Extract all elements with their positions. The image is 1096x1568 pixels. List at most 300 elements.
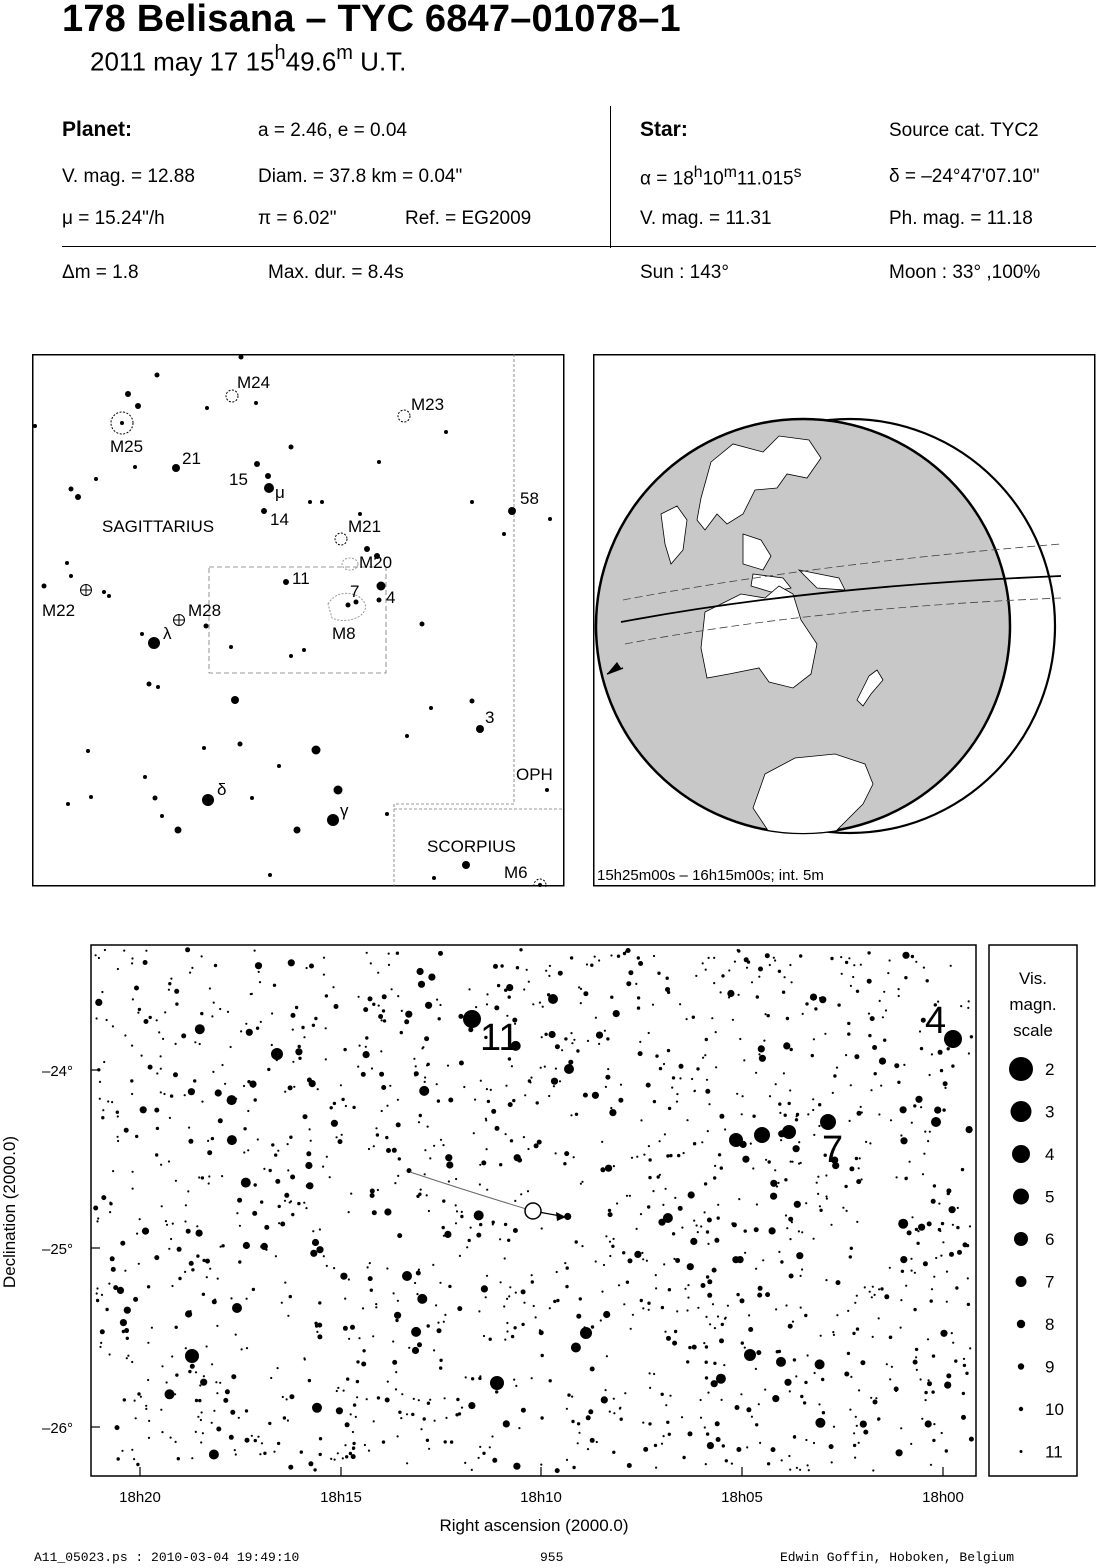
field-star [775, 1308, 777, 1310]
globular-m22-icon [81, 585, 92, 596]
field-star [326, 1265, 328, 1267]
field-star [911, 1122, 913, 1124]
field-star [381, 1085, 386, 1090]
field-star [620, 1418, 623, 1421]
field-star [396, 1122, 401, 1127]
field-star [482, 1452, 485, 1455]
field-star [442, 1226, 445, 1229]
field-star [250, 993, 252, 995]
field-star [800, 1307, 802, 1309]
field-star [416, 1271, 421, 1276]
field-star [479, 1164, 481, 1166]
field-star [398, 1411, 401, 1414]
field-star [849, 1409, 851, 1411]
field-star [527, 1190, 529, 1192]
field-star [564, 1151, 569, 1156]
field-star [437, 1099, 440, 1102]
field-star [801, 1268, 803, 1270]
field-star [768, 1160, 771, 1163]
finder-star [462, 861, 470, 869]
label-21: 21 [182, 449, 201, 468]
field-star [586, 963, 588, 965]
field-star [556, 1299, 559, 1302]
legend-dot [1009, 1057, 1033, 1081]
field-star [544, 1033, 547, 1036]
field-star [549, 1379, 552, 1382]
field-star [858, 1442, 860, 1444]
field-star [424, 1036, 429, 1041]
field-star [643, 1154, 645, 1156]
field-star [450, 1440, 453, 1443]
field-star [860, 1421, 867, 1428]
field-star [444, 1314, 446, 1316]
field-star [460, 1215, 463, 1218]
field-star [531, 1274, 533, 1276]
field-star [966, 1126, 973, 1133]
field-star [668, 1433, 671, 1436]
field-star [712, 1268, 717, 1273]
field-star [220, 1246, 222, 1248]
field-star [715, 1031, 717, 1033]
field-star [676, 1101, 678, 1103]
legend-title-line2: magn. [1009, 995, 1057, 1014]
xtick-18h05: 18h05 [721, 1489, 763, 1506]
field-star [648, 1158, 651, 1161]
field-star [860, 1106, 862, 1108]
field-star [424, 1173, 426, 1175]
field-star [131, 957, 133, 959]
field-star [455, 1178, 457, 1180]
field-star [325, 994, 328, 997]
finder-star [69, 574, 73, 578]
star-alpha [640, 164, 802, 190]
field-star [706, 1079, 708, 1081]
field-star [683, 1152, 685, 1154]
field-star [200, 1441, 202, 1443]
field-star [185, 1310, 192, 1317]
field-star [490, 1089, 492, 1091]
field-star [195, 1431, 197, 1433]
field-star [805, 1202, 807, 1204]
field-star [687, 1297, 689, 1299]
field-star [486, 1189, 488, 1191]
field-star [429, 1157, 431, 1159]
field-star [606, 1355, 608, 1357]
field-star [368, 1450, 370, 1452]
field-star [943, 1081, 948, 1086]
field-star [765, 1159, 767, 1161]
field-star [631, 1157, 633, 1159]
field-star [592, 1092, 599, 1099]
field-star [370, 962, 372, 964]
field-star [790, 1048, 793, 1051]
field-star [511, 1065, 513, 1067]
field-star [758, 1053, 760, 1055]
field-star [351, 1454, 356, 1459]
field-star [161, 1365, 163, 1367]
field-star [137, 1012, 139, 1014]
finder-star [147, 682, 152, 687]
field-star [608, 1212, 613, 1217]
field-star [594, 956, 596, 958]
field-star [436, 1083, 438, 1085]
field-star [742, 1156, 749, 1163]
field-star [674, 1330, 677, 1333]
field-star [329, 1176, 331, 1178]
field-star [570, 1114, 572, 1116]
field-star [151, 1327, 153, 1329]
field-star [504, 989, 507, 992]
field-star [661, 1306, 664, 1309]
field-star [931, 1053, 933, 1055]
field-star [659, 1067, 662, 1070]
field-star [298, 1057, 301, 1060]
field-star [531, 1377, 533, 1379]
field-star [708, 1103, 710, 1105]
minute-unit: m [336, 42, 353, 64]
field-star [474, 1099, 476, 1101]
field-star [872, 1286, 874, 1288]
field-star [388, 964, 390, 966]
field-star [549, 1031, 556, 1038]
field-star [873, 1400, 878, 1405]
field-star [915, 1356, 917, 1358]
field-star [755, 1368, 757, 1370]
field-star [770, 1193, 777, 1200]
field-star [364, 1444, 366, 1446]
field-star [101, 1116, 104, 1119]
field-star [156, 1072, 158, 1074]
field-star [850, 985, 852, 987]
field-star [886, 1363, 888, 1365]
field-star [705, 1038, 708, 1041]
field-star [708, 957, 710, 959]
field-star [803, 1401, 806, 1404]
field-star [648, 1422, 651, 1425]
field-star [684, 1288, 686, 1290]
field-star [648, 1032, 650, 1034]
field-star [420, 1428, 422, 1430]
field-star [448, 1285, 451, 1288]
field-star [392, 1360, 397, 1365]
field-star [275, 1255, 277, 1257]
field-star [882, 1016, 884, 1018]
field-star [663, 1263, 665, 1265]
bright-star [931, 1117, 941, 1127]
field-star [793, 1145, 800, 1152]
field-star [836, 1280, 841, 1285]
field-star [705, 1316, 707, 1318]
field-star [616, 1202, 618, 1204]
field-star [386, 1148, 391, 1153]
field-star [286, 1398, 288, 1400]
field-star [487, 1100, 490, 1103]
legend-dot [1018, 1363, 1024, 1369]
field-star [935, 1257, 937, 1259]
field-star [517, 1465, 519, 1467]
field-star [868, 1034, 871, 1037]
field-star [428, 1210, 430, 1212]
field-star [927, 1338, 929, 1340]
field-star [807, 1354, 809, 1356]
field-star [314, 1017, 317, 1020]
field-star [275, 1179, 280, 1184]
finder-star [33, 424, 37, 428]
field-star [620, 1084, 622, 1086]
field-star [769, 964, 771, 966]
finder-star [231, 696, 239, 704]
field-star [298, 1045, 301, 1048]
field-star [411, 1413, 414, 1416]
field-star [744, 1347, 746, 1349]
field-star [479, 1223, 482, 1226]
field-star [867, 951, 870, 954]
field-star [969, 1437, 974, 1442]
field-star [188, 1370, 191, 1373]
field-star [624, 1392, 626, 1394]
field-star [211, 1363, 213, 1365]
field-star [277, 1367, 279, 1369]
field-star [200, 1379, 207, 1386]
field-star [933, 1276, 935, 1278]
legend-mag-label: 4 [1045, 1145, 1055, 1164]
field-star [541, 1227, 543, 1229]
field-star [144, 1019, 149, 1024]
field-star [514, 1200, 516, 1202]
field-star [468, 1402, 475, 1409]
field-star [366, 952, 368, 954]
field-star [289, 1136, 292, 1139]
field-star [540, 1464, 542, 1466]
legend-dot [1011, 1101, 1032, 1122]
target-star-circle-icon [525, 1203, 541, 1219]
field-star [268, 1422, 271, 1425]
field-star [269, 1169, 272, 1172]
field-star [175, 1441, 177, 1443]
field-star [130, 1079, 133, 1082]
field-star [869, 1142, 871, 1144]
field-star [613, 1238, 615, 1240]
globular-m28-icon [174, 615, 185, 626]
bright-star [580, 1327, 592, 1339]
field-star [106, 1019, 108, 1021]
field-star [310, 1250, 317, 1257]
field-star [532, 1003, 534, 1005]
field-star [540, 1416, 543, 1419]
field-star [406, 1413, 408, 1415]
field-star [669, 1154, 672, 1157]
field-star [626, 981, 631, 986]
field-star [303, 1202, 305, 1204]
field-star [956, 1226, 959, 1229]
field-star [536, 1101, 539, 1104]
field-star [395, 1371, 397, 1373]
field-star [168, 989, 170, 991]
field-star [448, 1180, 450, 1182]
field-star [190, 1364, 195, 1369]
field-star [868, 1013, 870, 1015]
field-star [337, 1452, 339, 1454]
field-star [109, 1353, 111, 1355]
field-star [310, 1140, 312, 1142]
field-star [583, 991, 588, 996]
field-star [292, 1061, 294, 1063]
field-star [271, 1143, 274, 1146]
field-star [744, 1252, 746, 1254]
field-star [686, 1309, 688, 1311]
field-star [278, 1222, 280, 1224]
field-star [923, 1261, 928, 1266]
field-star [284, 1193, 289, 1198]
field-star [920, 1047, 923, 1050]
field-star [421, 1047, 423, 1049]
field-star [160, 1055, 162, 1057]
field-star [313, 1468, 316, 1471]
field-star [126, 1357, 128, 1359]
field-star [198, 1176, 200, 1178]
field-star [691, 1078, 693, 1080]
label-star-4: 4 [925, 1000, 947, 1042]
field-star [177, 1247, 182, 1252]
field-star [344, 1298, 346, 1300]
field-star [722, 1444, 725, 1447]
finder-star [66, 802, 70, 806]
field-star [609, 1411, 611, 1413]
field-star [439, 1282, 441, 1284]
alpha-m: m [723, 164, 737, 181]
field-star [898, 1219, 908, 1229]
field-star [416, 1195, 419, 1198]
field-star [492, 1221, 495, 1224]
planet-orbit: a = 2.46, e = 0.04 [258, 120, 407, 141]
field-star [184, 1094, 186, 1096]
field-star [779, 1112, 781, 1114]
field-star [178, 1277, 181, 1280]
field-star [426, 1194, 428, 1196]
field-star [221, 1244, 224, 1247]
field-star [591, 1325, 594, 1328]
field-star [841, 973, 843, 975]
field-star [695, 975, 697, 977]
field-star [664, 1133, 666, 1135]
field-star [196, 1254, 199, 1257]
field-star [140, 1106, 147, 1113]
field-star [189, 972, 191, 974]
field-star [913, 1308, 916, 1311]
field-star [295, 1048, 302, 1055]
field-star [598, 1043, 600, 1045]
field-star [516, 966, 519, 969]
field-star [628, 970, 633, 975]
field-star [789, 1089, 791, 1091]
field-star [461, 1407, 463, 1409]
field-star [926, 979, 929, 982]
field-star [798, 1230, 800, 1232]
field-star [581, 1181, 583, 1183]
field-star [382, 1440, 385, 1443]
finder-star [254, 401, 258, 405]
field-star [704, 1211, 706, 1213]
field-star [528, 981, 530, 983]
field-star [889, 1267, 891, 1269]
field-star [750, 1143, 752, 1145]
field-star [277, 1150, 279, 1152]
field-star [848, 957, 850, 959]
field-star [900, 1427, 902, 1429]
field-star [668, 1288, 671, 1291]
field-star [832, 1092, 834, 1094]
field-star [900, 1327, 902, 1329]
field-star [655, 1287, 657, 1289]
field-star [853, 1432, 855, 1434]
label-11: 11 [292, 569, 310, 588]
field-star [195, 1399, 198, 1402]
field-star [951, 1064, 954, 1067]
field-star [600, 1167, 605, 1172]
field-star [350, 1193, 352, 1195]
field-star [938, 1050, 943, 1055]
field-star [940, 1330, 947, 1337]
field-star [388, 953, 390, 955]
field-star [174, 989, 179, 994]
field-star [479, 1183, 481, 1185]
field-star [555, 1152, 557, 1154]
finder-star [545, 788, 549, 792]
field-star [356, 1380, 359, 1383]
field-star [181, 1033, 186, 1038]
field-star [725, 1459, 728, 1462]
field-star [284, 1282, 286, 1284]
field-star [686, 1018, 688, 1020]
field-star [474, 1210, 484, 1220]
field-star [515, 1385, 517, 1387]
field-star [223, 1398, 228, 1403]
field-star [338, 1139, 343, 1144]
field-star [361, 1072, 366, 1077]
field-star [303, 1114, 308, 1119]
field-star [292, 1029, 294, 1031]
field-star [860, 964, 862, 966]
field-star [716, 1437, 721, 1442]
field-star [131, 1361, 133, 1363]
field-star [213, 1002, 215, 1004]
field-star [738, 1198, 740, 1200]
planet-mu: μ = 15.24"/h [62, 208, 165, 229]
field-star [911, 1270, 913, 1272]
field-star [783, 1042, 790, 1049]
field-star [352, 1448, 354, 1450]
field-star [686, 1119, 688, 1121]
field-star [900, 1134, 902, 1136]
field-star [158, 1031, 160, 1033]
field-star [219, 1008, 221, 1010]
field-star [271, 1044, 273, 1046]
field-star [758, 1403, 760, 1405]
field-star [544, 1066, 546, 1068]
field-star [134, 1400, 136, 1402]
field-star [789, 1469, 791, 1471]
field-star [911, 1216, 913, 1218]
field-star [170, 978, 172, 980]
label-15: 15 [229, 470, 248, 489]
finder-frame [33, 355, 564, 886]
field-star [191, 1268, 194, 1271]
finder-star [405, 734, 409, 738]
field-star [397, 1175, 399, 1177]
field-star [814, 1372, 816, 1374]
field-star [260, 1021, 262, 1023]
field-star [840, 956, 842, 958]
